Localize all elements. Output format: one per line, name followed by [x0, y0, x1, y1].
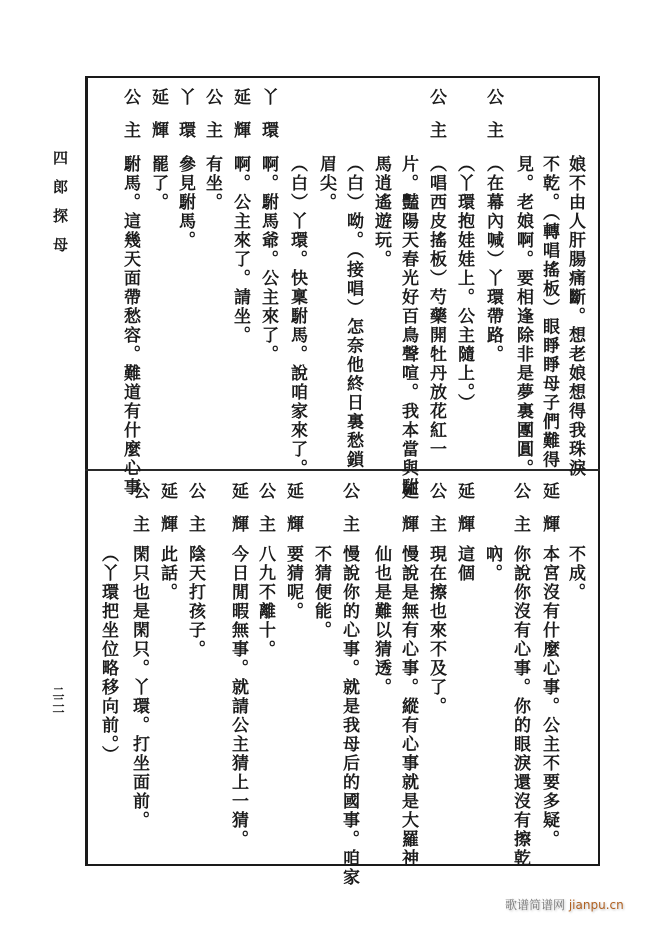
speaker-label: 公主 [202, 88, 222, 154]
watermark-cn: 歌谱简谱网 [505, 898, 566, 912]
text-column: （丫環抱娃娃上。公主隨上。） [454, 155, 474, 413]
text-column: 這個 [454, 545, 474, 583]
text-column: 片。豔陽天春光好百鳥聲喧。我本當與駙 [398, 155, 418, 497]
text-column: 此話。 [157, 545, 177, 602]
text-column: 馬逍遙遊玩。 [371, 155, 391, 269]
speaker-label: 延輝 [454, 482, 474, 548]
text-column: 駙馬。這幾天面帶愁容。難道有什麼心事 [120, 155, 140, 497]
speaker-label: 公主 [129, 482, 149, 548]
text-column: 不猜便能。 [311, 545, 331, 640]
speaker-label: 延輝 [148, 88, 168, 154]
text-column: 慢說是無有心事。縱有心事就是大羅神 [398, 545, 418, 868]
text-column: （白）丫環。快稟駙馬。說咱家來了。 [287, 155, 307, 478]
text-column: 你說你沒有心事。你的眼淚還沒有擦乾 [510, 545, 530, 868]
text-column: （在幕內喊）丫環帶路。 [483, 155, 503, 364]
speaker-label: 公主 [339, 482, 359, 548]
text-column: 見。老娘啊。要相逢除非是夢裏團圓。 [513, 155, 533, 478]
text-column: 本宮沒有什麼心事。公主不要多疑。 [539, 545, 559, 849]
text-column: 要猜呢。 [283, 545, 303, 621]
watermark-en: jianpu.cn [568, 898, 624, 912]
text-column: 陰天打孩子。 [185, 545, 205, 659]
speaker-label: 延輝 [228, 482, 248, 548]
text-column: 吶。 [482, 545, 502, 583]
speaker-label: 丫環 [258, 88, 278, 154]
text-column: 不成。 [565, 545, 585, 602]
speaker-label: 延輝 [157, 482, 177, 548]
speaker-label: 公主 [510, 482, 530, 548]
text-column: 啊。公主來了。請坐。 [230, 155, 250, 345]
text-column: 參見駙馬。 [175, 155, 195, 250]
watermark [505, 896, 624, 913]
text-column: 罷了。 [148, 155, 168, 212]
speaker-label: 延輝 [398, 482, 418, 548]
speaker-label: 公主 [426, 88, 446, 154]
speaker-label: 延輝 [230, 88, 250, 154]
text-column: （唱西皮搖板）芍藥開牡丹放花紅一 [426, 155, 446, 459]
text-column: （白）呦。（接唱）怎奈他終日裏愁鎖 [343, 155, 363, 470]
margin-title: 四郎探母 [51, 150, 69, 266]
text-column: 八九不離十。 [255, 545, 275, 659]
speaker-label: 公主 [255, 482, 275, 548]
text-column: 現在擦也來不及了。 [426, 545, 446, 716]
speaker-label: 公主 [483, 88, 503, 154]
text-column: （丫環把坐位略移向前。） [98, 545, 118, 765]
speaker-label: 公主 [426, 482, 446, 548]
speaker-label: 公主 [120, 88, 140, 154]
text-column: 仙也是難以猜透。 [371, 545, 391, 697]
text-column: 有坐。 [202, 155, 222, 212]
text-column: 啊。駙馬爺。公主來了。 [258, 155, 278, 364]
text-column: 眉尖。 [316, 155, 336, 212]
page-number: 二二一 [51, 686, 65, 716]
text-column: 慢說你的心事。就是我母后的國事。咱家 [339, 545, 359, 887]
speaker-label: 丫環 [175, 88, 195, 154]
text-column: 閑只也是閑只。丫環。打坐面前。 [129, 545, 149, 830]
speaker-label: 公主 [185, 482, 205, 548]
text-column: 今日閒暇無事。就請公主猜上一猜。 [228, 545, 248, 849]
speaker-label: 延輝 [283, 482, 303, 548]
text-column: 娘不由人肝腸痛斷。想老娘想得我珠淚 [565, 155, 585, 478]
text-column: 不乾。（轉唱搖板）眼睜睜母子們難得 [539, 155, 559, 470]
speaker-label: 延輝 [539, 482, 559, 548]
